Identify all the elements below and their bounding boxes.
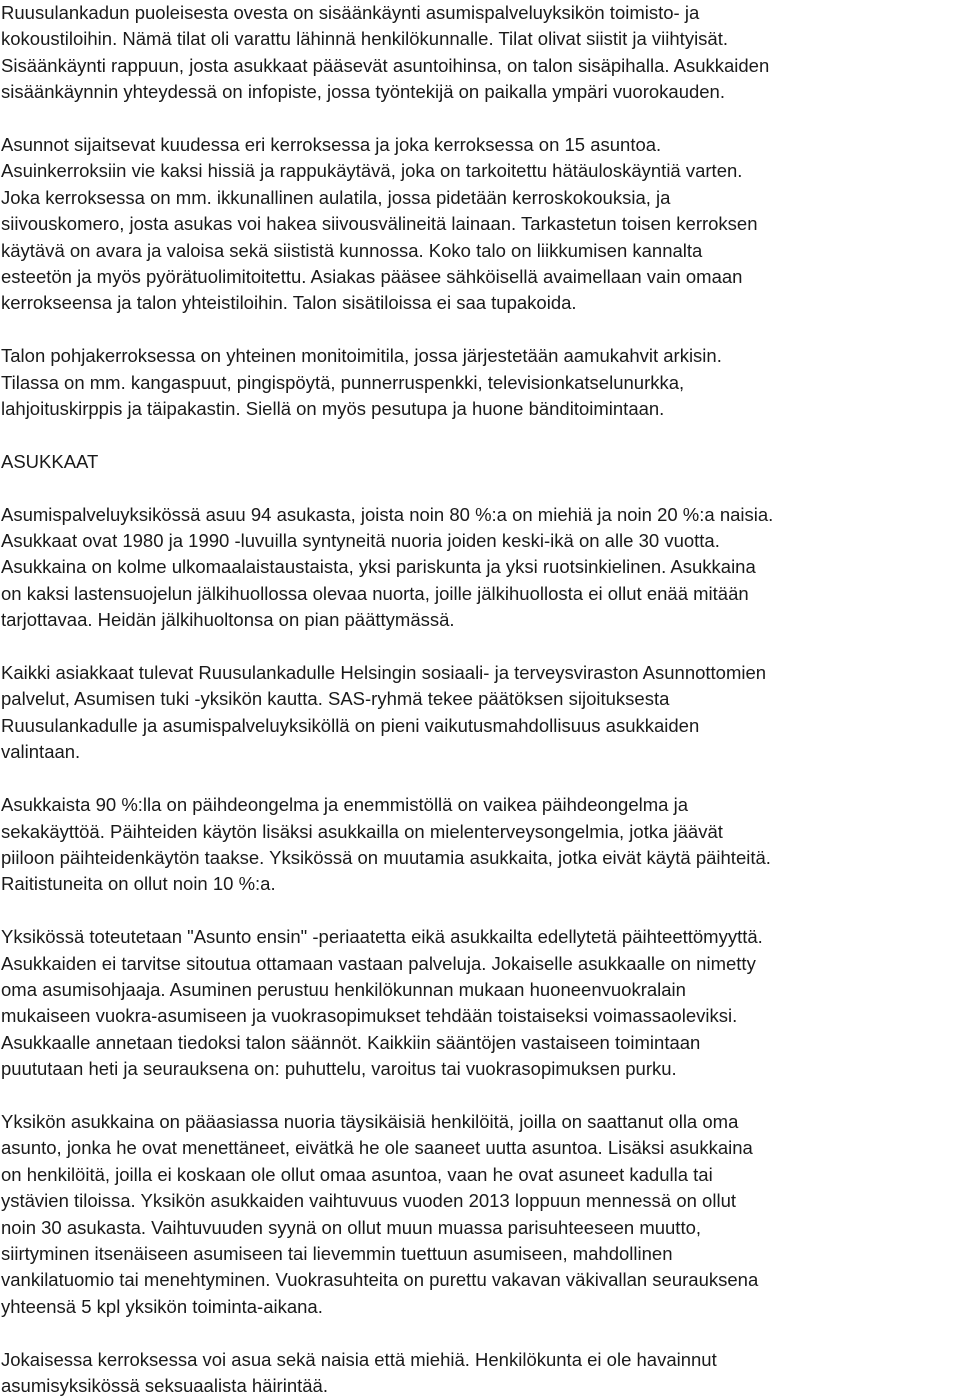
text-line: Asumispalveluyksikössä asuu 94 asukasta, joista noin 80 %:a on miehiä ja noin 20 %:a naisia. bbox=[1, 503, 774, 525]
text-line: kerrokseensa ja talon yhteistiloihin. Talon sisätiloissa ei saa tupakoida. bbox=[1, 292, 577, 314]
text-line: on henkilöitä, joilla ei koskaan ole ollut omaa asuntoa, vaan he ovat asuneet kadulla tai bbox=[1, 1163, 713, 1185]
text-line: asunto, jonka he ovat menettäneet, eivätkä he ole saaneet uutta asuntoa. Lisäksi asukkaina bbox=[1, 1137, 753, 1159]
text-line: Asukkaat ovat 1980 ja 1990 -luvuilla syntyneitä nuoria joiden keski-ikä on alle 30 vuotta. bbox=[1, 530, 720, 552]
text-line: Asukkaalle annetaan tiedoksi talon säännöt. Kaikkiin sääntöjen vastaiseen toimintaan bbox=[1, 1031, 701, 1053]
text-line: Joka kerroksessa on mm. ikkunallinen aulatila, jossa pidetään kerroskokouksia, ja bbox=[1, 186, 671, 208]
text-line: Ruusulankadun puoleisesta ovesta on sisäänkäynti asumispalveluyksikön toimisto- ja bbox=[1, 2, 700, 23]
text-line: noin 30 asukasta. Vaihtuvuuden syynä on ollut muun muassa parisuhteeseen muutto, bbox=[1, 1216, 702, 1238]
text-line: puututaan heti ja seurauksena on: puhuttelu, varoitus tai vuokrasopimuksen purku. bbox=[1, 1058, 677, 1080]
text-line: Talon pohjakerroksessa on yhteinen monitoimitila, jossa järjestetään aamukahvit arkisin. bbox=[1, 345, 722, 367]
document-body-asukkaat bbox=[1, 502, 960, 1399]
intro-paragraph-1 bbox=[1, 0, 960, 106]
intro-paragraph-2 bbox=[1, 132, 960, 317]
text-line: kokoustiloihin. Nämä tilat oli varattu lähinnä henkilökunnalle. Tilat olivat siistit ja viihtyisät. bbox=[1, 28, 728, 50]
text-line: valintaan. bbox=[1, 741, 81, 763]
text-line: ystävien tiloissa. Yksikön asukkaiden vaihtuvuus vuoden 2013 loppuun mennessä on ollut bbox=[1, 1190, 736, 1212]
text-line: käytävä on avara ja valoisa sekä siististä kunnossa. Koko talo on liikkumisen kannalta bbox=[1, 239, 703, 261]
text-line: Asukkaiden ei tarvitse sitoutua ottamaan vastaan palveluja. Jokaiselle asukkaalle on nimetty bbox=[1, 952, 756, 974]
text-line: sekakäyttöä. Päihteiden käytön lisäksi asukkailla on mielenterveysongelmia, jotka jäävät bbox=[1, 820, 723, 842]
document-body-intro bbox=[1, 0, 960, 422]
text-line: Ruusulankadulle ja asumispalveluyksiköllä on pieni vaikutusmahdollisuus asukkaiden bbox=[1, 714, 700, 736]
text-line: sisäänkäynnin yhteydessä on infopiste, jossa työntekijä on paikalla ympäri vuorokauden. bbox=[1, 81, 725, 103]
text-line: siirtyminen itsenäiseen asumiseen tai lievemmin tuettuun asumiseen, mahdollinen bbox=[1, 1242, 673, 1264]
asukkaat-paragraph-6 bbox=[1, 1347, 960, 1399]
text-line: Asukkaina on kolme ulkomaalaistaustaista, yksi pariskunta ja yksi ruotsinkielinen. Asukkaina bbox=[1, 556, 756, 578]
asukkaat-paragraph-1 bbox=[1, 502, 960, 634]
text-line: Tilassa on mm. kangaspuut, pingispöytä, punnerruspenkki, televisionkatselunurkka, bbox=[1, 371, 685, 393]
text-line: siivouskomero, josta asukas voi hakea siivousvälineitä lainaan. Tarkastetun toisen kerroksen bbox=[1, 213, 758, 235]
text-line: esteetön ja myös pyörätuolimitoitettu. Asiakas pääsee sähköisellä avaimellaan vain omaan bbox=[1, 266, 743, 288]
text-line: mukaiseen vuokra-asumiseen ja vuokrasopimukset tehdään toistaiseksi voimassaoleviksi. bbox=[1, 1005, 738, 1027]
text-line: Jokaisessa kerroksessa voi asua sekä naisia että miehiä. Henkilökunta ei ole havainnut bbox=[1, 1348, 717, 1370]
asukkaat-paragraph-2 bbox=[1, 660, 960, 766]
text-line: Kaikki asiakkaat tulevat Ruusulankadulle Helsingin sosiaali- ja terveysviraston Asunnottomien bbox=[1, 662, 767, 684]
text-line: palvelut, Asumisen tuki -yksikön kautta. SAS-ryhmä tekee päätöksen sijoituksesta bbox=[1, 688, 670, 710]
text-line: Asuinkerroksiin vie kaksi hissiä ja rappukäytävä, joka on tarkoitettu hätäuloskäyntiä varten. bbox=[1, 160, 743, 182]
text-line: yhteensä 5 kpl yksikön toiminta-aikana. bbox=[1, 1295, 323, 1317]
text-line: piiloon päihteidenkäytön taakse. Yksikössä on muutamia asukkaita, jotka eivät käytä päihteitä. bbox=[1, 846, 771, 868]
text-line: lahjoituskirppis ja täipakastin. Siellä on myös pesutupa ja huone bänditoimintaan. bbox=[1, 398, 665, 420]
section-heading-asukkaat: ASUKKAAT bbox=[1, 450, 99, 472]
text-line: oma asumisohjaaja. Asuminen perustuu henkilökunnan mukaan huoneenvuokralain bbox=[1, 978, 686, 1000]
text-line: Asukkaista 90 %:lla on päihdeongelma ja enemmistöllä on vaikea päihdeongelma ja bbox=[1, 794, 688, 816]
text-line: asumisyksikössä seksuaalista häirintää. bbox=[1, 1374, 328, 1396]
text-line: Yksikössä toteutetaan "Asunto ensin" -periaatetta eikä asukkailta edellytetä päihteettömyyttä. bbox=[1, 926, 763, 948]
asukkaat-paragraph-3 bbox=[1, 792, 960, 898]
text-line: on kaksi lastensuojelun jälkihuollossa olevaa nuorta, joille jälkihuollosta ei ollut enää mitään bbox=[1, 582, 749, 604]
asukkaat-paragraph-4 bbox=[1, 924, 960, 1082]
text-line: Yksikön asukkaina on pääasiassa nuoria täysikäisiä henkilöitä, joilla on saattanut olla oma bbox=[1, 1110, 739, 1132]
text-line: Raitistuneita on ollut noin 10 %:a. bbox=[1, 873, 276, 895]
text-line: tarjottavaa. Heidän jälkihuoltonsa on pian päättymässä. bbox=[1, 609, 455, 631]
text-line: Asunnot sijaitsevat kuudessa eri kerroksessa ja joka kerroksessa on 15 asuntoa. bbox=[1, 134, 662, 156]
asukkaat-paragraph-5 bbox=[1, 1109, 960, 1320]
text-line: Sisäänkäynti rappuun, josta asukkaat pääsevät asuntoihinsa, on talon sisäpihalla. Asukkaiden bbox=[1, 54, 770, 76]
text-line: vankilatuomio tai menehtyminen. Vuokrasuhteita on purettu vakavan väkivallan seurauksena bbox=[1, 1269, 759, 1291]
intro-paragraph-3 bbox=[1, 343, 960, 422]
